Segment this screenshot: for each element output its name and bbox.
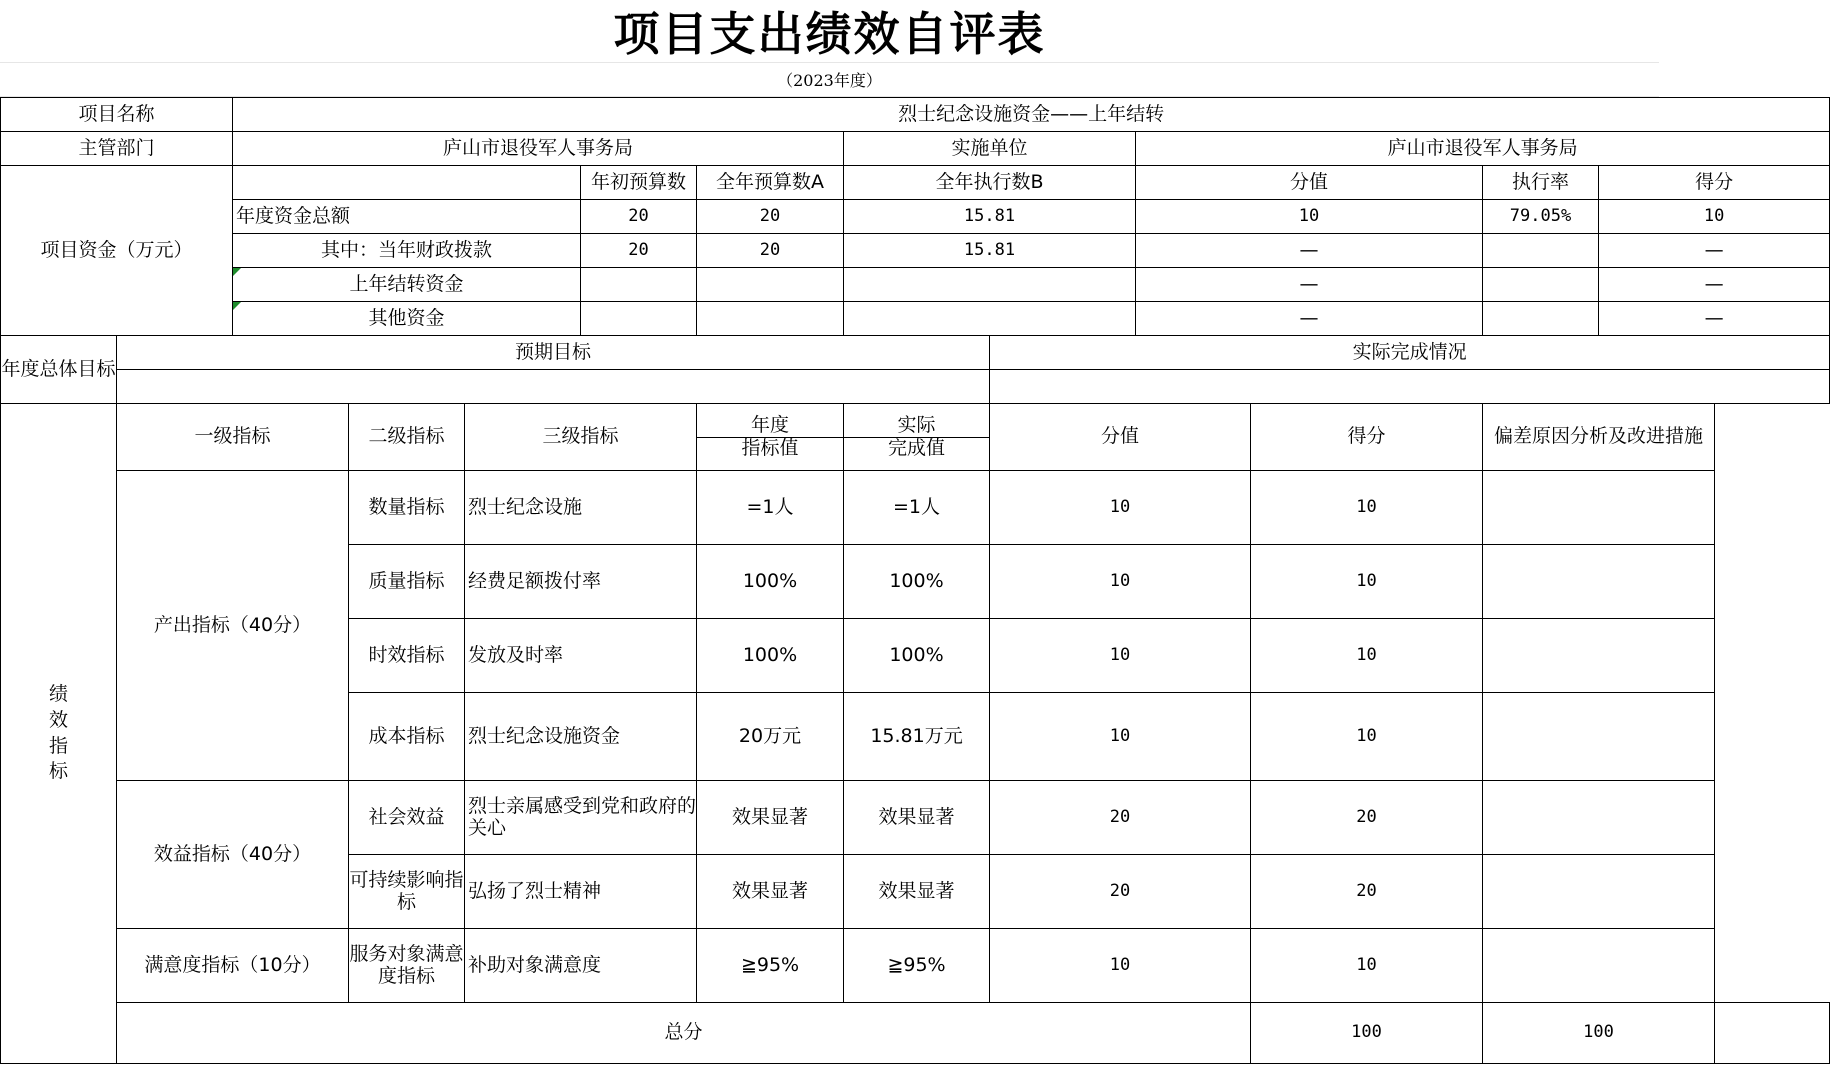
perf-header-actual bbox=[844, 404, 990, 471]
funds-row-rate bbox=[1483, 234, 1599, 268]
perf-header-level1: 一级指标 bbox=[117, 404, 349, 471]
funds-row-initial bbox=[581, 302, 697, 336]
indicator-target: 100% bbox=[697, 619, 844, 693]
funds-row-name-text: 上年结转资金 bbox=[349, 272, 464, 295]
indicator-actual: 效果显著 bbox=[844, 781, 990, 855]
indicator-level3: 经费足额拨付率 bbox=[465, 545, 697, 619]
project-name-row bbox=[1, 98, 1830, 132]
target-header-bottom: 指标值 bbox=[741, 436, 799, 459]
funds-row-score: — bbox=[1599, 268, 1830, 302]
funds-row-name bbox=[233, 302, 581, 336]
indicator-deviation bbox=[1483, 545, 1715, 619]
funds-header-exec: 全年执行数B bbox=[844, 166, 1136, 200]
indicator-value: 10 bbox=[990, 693, 1251, 781]
goals-expected-value bbox=[117, 370, 990, 404]
indicator-deviation bbox=[1483, 619, 1715, 693]
funds-row-name-text: 其他资金 bbox=[368, 306, 445, 329]
indicator-level3: 发放及时率 bbox=[465, 619, 697, 693]
indicator-level2: 社会效益 bbox=[349, 781, 465, 855]
total-row bbox=[1, 1003, 1830, 1064]
goals-header-row bbox=[1, 336, 1830, 370]
indicator-score: 10 bbox=[1251, 545, 1483, 619]
indicator-score: 10 bbox=[1251, 929, 1483, 1003]
goals-content-row bbox=[1, 370, 1830, 404]
funds-row-score-value: — bbox=[1136, 268, 1483, 302]
funds-row-rate: 79.05% bbox=[1483, 200, 1599, 234]
funds-header-rate: 执行率 bbox=[1483, 166, 1599, 200]
funds-row-exec: 15.81 bbox=[844, 200, 1136, 234]
actual-header-bottom: 完成值 bbox=[888, 436, 946, 459]
goals-label: 年度总体目标 bbox=[1, 336, 117, 404]
indicator-actual: 15.81万元 bbox=[844, 693, 990, 781]
perf-header-score: 得分 bbox=[1251, 404, 1483, 471]
target-header-top: 年度 bbox=[697, 415, 843, 438]
indicator-level2: 服务对象满意度指标 bbox=[349, 929, 465, 1003]
indicator-target: 效果显著 bbox=[697, 855, 844, 929]
total-score: 100 bbox=[1483, 1003, 1715, 1064]
group-satisfaction: 满意度指标（10分） bbox=[117, 929, 349, 1003]
funds-row-exec: 15.81 bbox=[844, 234, 1136, 268]
indicator-target: 效果显著 bbox=[697, 781, 844, 855]
indicator-actual: ≧95% bbox=[844, 929, 990, 1003]
indicator-score: 10 bbox=[1251, 619, 1483, 693]
indicator-value: 10 bbox=[990, 619, 1251, 693]
funds-row-name: 年度资金总额 bbox=[233, 200, 581, 234]
funds-row-initial: 20 bbox=[581, 200, 697, 234]
indicator-value: 20 bbox=[990, 781, 1251, 855]
indicator-target: 20万元 bbox=[697, 693, 844, 781]
funds-row-score-value: — bbox=[1136, 234, 1483, 268]
indicator-deviation bbox=[1483, 471, 1715, 545]
indicator-score: 10 bbox=[1251, 693, 1483, 781]
indicator-level3: 补助对象满意度 bbox=[465, 929, 697, 1003]
funds-row-annual: 20 bbox=[697, 200, 844, 234]
target-header-stack bbox=[697, 415, 843, 460]
funds-header-row bbox=[1, 166, 1830, 200]
funds-header-blank bbox=[233, 166, 581, 200]
indicator-row bbox=[1, 781, 1830, 855]
indicator-value: 10 bbox=[990, 545, 1251, 619]
indicator-level2: 数量指标 bbox=[349, 471, 465, 545]
funds-row-annual bbox=[697, 268, 844, 302]
group-benefit: 效益指标（40分） bbox=[117, 781, 349, 929]
funds-header-score-value: 分值 bbox=[1136, 166, 1483, 200]
funds-row-score-value: — bbox=[1136, 302, 1483, 336]
dept-label: 主管部门 bbox=[1, 132, 233, 166]
funds-row-rate bbox=[1483, 302, 1599, 336]
actual-header-top: 实际 bbox=[844, 415, 989, 438]
funds-label: 项目资金（万元） bbox=[1, 166, 233, 336]
indicator-actual: 100% bbox=[844, 619, 990, 693]
funds-header-score: 得分 bbox=[1599, 166, 1830, 200]
funds-row bbox=[1, 200, 1830, 234]
funds-header-annual: 全年预算数A bbox=[697, 166, 844, 200]
perf-header-row bbox=[1, 404, 1830, 471]
group-output: 产出指标（40分） bbox=[117, 471, 349, 781]
indicator-level2: 可持续影响指标 bbox=[349, 855, 465, 929]
project-name-label: 项目名称 bbox=[1, 98, 233, 132]
total-value: 100 bbox=[1251, 1003, 1483, 1064]
indicator-deviation bbox=[1483, 781, 1715, 855]
indicator-level3: 烈士亲属感受到党和政府的关心 bbox=[465, 781, 697, 855]
indicator-score: 20 bbox=[1251, 855, 1483, 929]
funds-header-initial: 年初预算数 bbox=[581, 166, 697, 200]
dept-value: 庐山市退役军人事务局 bbox=[233, 132, 844, 166]
indicator-deviation bbox=[1483, 855, 1715, 929]
funds-row-exec bbox=[844, 268, 1136, 302]
indicator-level2: 质量指标 bbox=[349, 545, 465, 619]
perf-header-level3: 三级指标 bbox=[465, 404, 697, 471]
impl-value: 庐山市退役军人事务局 bbox=[1136, 132, 1830, 166]
funds-row-score-value: 10 bbox=[1136, 200, 1483, 234]
performance-table bbox=[0, 97, 1830, 1064]
funds-row-score: 10 bbox=[1599, 200, 1830, 234]
perf-header-level2: 二级指标 bbox=[349, 404, 465, 471]
funds-row-exec bbox=[844, 302, 1136, 336]
total-label: 总分 bbox=[117, 1003, 1251, 1064]
funds-row-score: — bbox=[1599, 234, 1830, 268]
indicator-level2: 时效指标 bbox=[349, 619, 465, 693]
department-row bbox=[1, 132, 1830, 166]
indicator-level3: 烈士纪念设施 bbox=[465, 471, 697, 545]
funds-row-name bbox=[233, 268, 581, 302]
indicator-target: =1人 bbox=[697, 471, 844, 545]
indicator-actual: 效果显著 bbox=[844, 855, 990, 929]
goals-actual-label: 实际完成情况 bbox=[990, 336, 1830, 370]
perf-header-deviation: 偏差原因分析及改进措施 bbox=[1483, 404, 1715, 471]
indicator-level2: 成本指标 bbox=[349, 693, 465, 781]
indicator-deviation bbox=[1483, 929, 1715, 1003]
funds-row bbox=[1, 268, 1830, 302]
funds-row-rate bbox=[1483, 268, 1599, 302]
indicator-value: 10 bbox=[990, 471, 1251, 545]
funds-row bbox=[1, 302, 1830, 336]
indicator-level3: 弘扬了烈士精神 bbox=[465, 855, 697, 929]
form-year: （2023年度） bbox=[777, 70, 882, 90]
indicator-value: 10 bbox=[990, 929, 1251, 1003]
indicator-row bbox=[1, 471, 1830, 545]
cell-comment-marker bbox=[233, 302, 241, 310]
funds-row-name: 其中：当年财政拨款 bbox=[233, 234, 581, 268]
perf-label bbox=[1, 404, 117, 1064]
funds-row-annual bbox=[697, 302, 844, 336]
indicator-actual: =1人 bbox=[844, 471, 990, 545]
perf-header-target bbox=[697, 404, 844, 471]
indicator-target: 100% bbox=[697, 545, 844, 619]
indicator-target: ≧95% bbox=[697, 929, 844, 1003]
indicator-deviation bbox=[1483, 693, 1715, 781]
indicator-value: 20 bbox=[990, 855, 1251, 929]
form-title: 项目支出绩效自评表 bbox=[0, 0, 1659, 63]
funds-row bbox=[1, 234, 1830, 268]
cell-comment-marker bbox=[233, 268, 241, 276]
project-name-value: 烈士纪念设施资金——上年结转 bbox=[233, 98, 1830, 132]
indicator-actual: 100% bbox=[844, 545, 990, 619]
goals-expected-label: 预期目标 bbox=[117, 336, 990, 370]
funds-row-initial: 20 bbox=[581, 234, 697, 268]
perf-header-score-value: 分值 bbox=[990, 404, 1251, 471]
funds-row-score: — bbox=[1599, 302, 1830, 336]
funds-row-initial bbox=[581, 268, 697, 302]
funds-row-annual: 20 bbox=[697, 234, 844, 268]
indicator-score: 20 bbox=[1251, 781, 1483, 855]
indicator-score: 10 bbox=[1251, 471, 1483, 545]
indicator-row bbox=[1, 929, 1830, 1003]
perf-label-text: 绩效指标 bbox=[48, 683, 68, 783]
goals-actual-value bbox=[990, 370, 1830, 404]
total-deviation bbox=[1715, 1003, 1830, 1064]
actual-header-stack bbox=[844, 415, 989, 460]
indicator-level3: 烈士纪念设施资金 bbox=[465, 693, 697, 781]
impl-label: 实施单位 bbox=[844, 132, 1136, 166]
